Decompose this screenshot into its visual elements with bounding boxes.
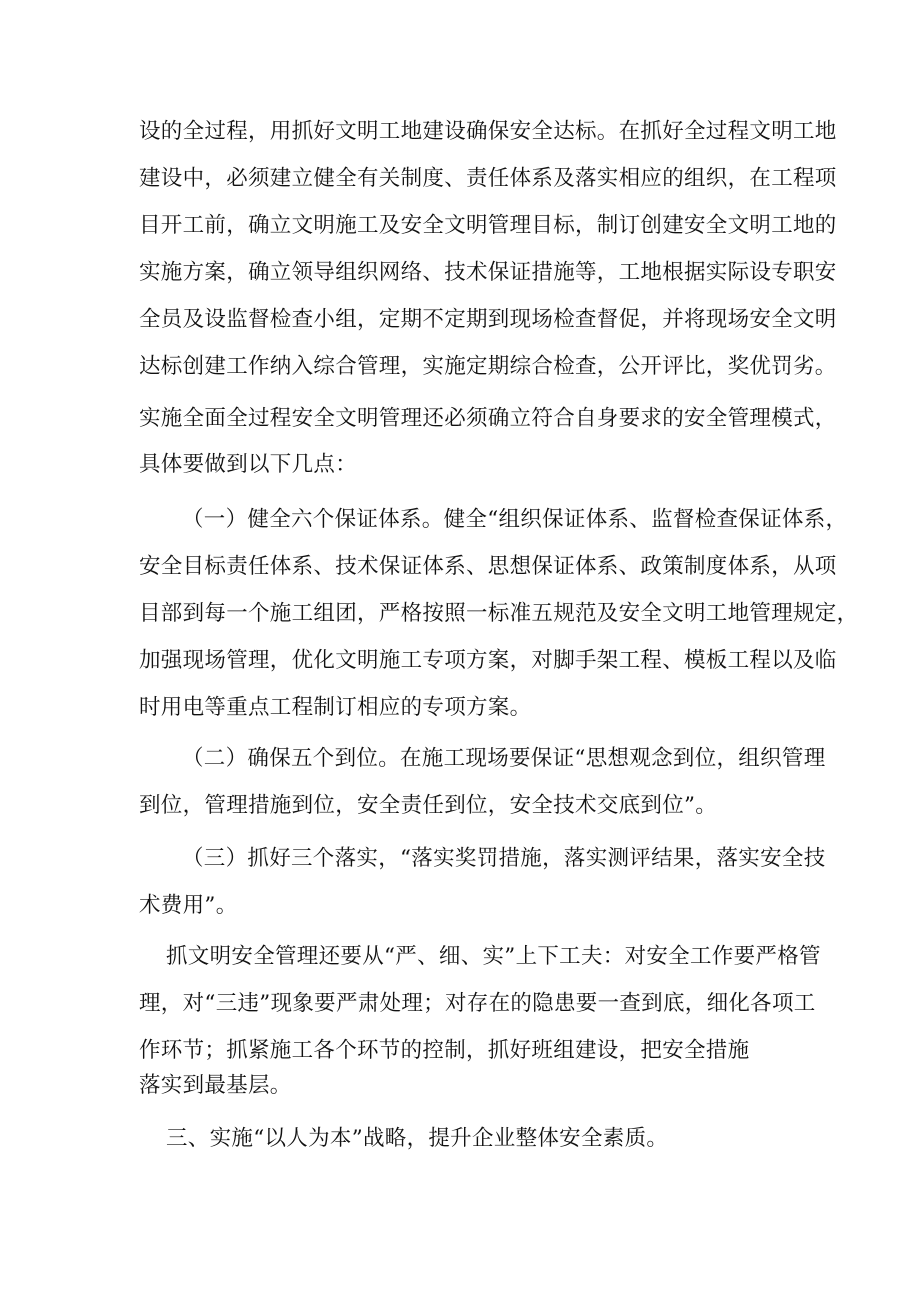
section-one-heading: （一）健全六个保证体系。健全“组织保证体系、监督检查保证体系，: [182, 507, 848, 532]
paragraph-line: 达标创建工作纳入综合管理，实施定期综合检查，公开评比，奖优罚劣。: [139, 354, 837, 379]
paragraph-line: 安全目标责任体系、技术保证体系、思想保证体系、政策制度体系，从项: [139, 554, 837, 579]
paragraph-line: 落实到最基层。: [139, 1073, 292, 1098]
paragraph-line: 作环节；抓紧施工各个环节的控制，抓好班组建设，把安全措施: [139, 1038, 750, 1063]
paragraph-line: 实施方案，确立领导组织网络、技术保证措施等，工地根据实际设专职安: [139, 260, 837, 285]
paragraph-line: 加强现场管理，优化文明施工专项方案，对脚手架工程、模板工程以及临: [139, 648, 837, 673]
section-two-heading: （二）确保五个到位。在施工现场要保证“思想观念到位，组织管理: [182, 746, 826, 771]
paragraph-line: 实施全面全过程安全文明管理还必须确立符合自身要求的安全管理模式，: [139, 406, 837, 431]
paragraph-line: 具体要做到以下几点：: [139, 452, 358, 477]
paragraph-line: 目开工前，确立文明施工及安全文明管理目标，制订创建安全文明工地的: [139, 213, 837, 238]
paragraph-line: 理，对“三违”现象要严肃处理；对存在的隐患要一查到底，细化各项工: [139, 991, 816, 1016]
paragraph-line: 抓文明安全管理还要从“严、细、实”上下工夫：对安全工作要严格管: [166, 944, 821, 969]
paragraph-line: 建设中，必须建立健全有关制度、责任体系及落实相应的组织，在工程项: [139, 166, 837, 191]
paragraph-line: 目部到每一个施工组团，严格按照一标准五规范及安全文明工地管理规定，: [139, 601, 859, 626]
section-heading-three: 三、实施“以人为本”战略，提升企业整体安全素质。: [166, 1126, 669, 1151]
paragraph-line: 全员及设监督检查小组，定期不定期到现场检查督促，并将现场安全文明: [139, 307, 837, 332]
paragraph-line: 时用电等重点工程制订相应的专项方案。: [139, 695, 532, 720]
section-three-heading: （三）抓好三个落实，“落实奖罚措施，落实测评结果，落实安全技: [182, 846, 826, 871]
paragraph-line: 到位，管理措施到位，安全责任到位，安全技术交底到位”。: [139, 793, 718, 818]
paragraph-line: 术费用”。: [139, 893, 238, 918]
paragraph-line: 设的全过程，用抓好文明工地建设确保安全达标。在抓好全过程文明工地: [139, 119, 837, 144]
